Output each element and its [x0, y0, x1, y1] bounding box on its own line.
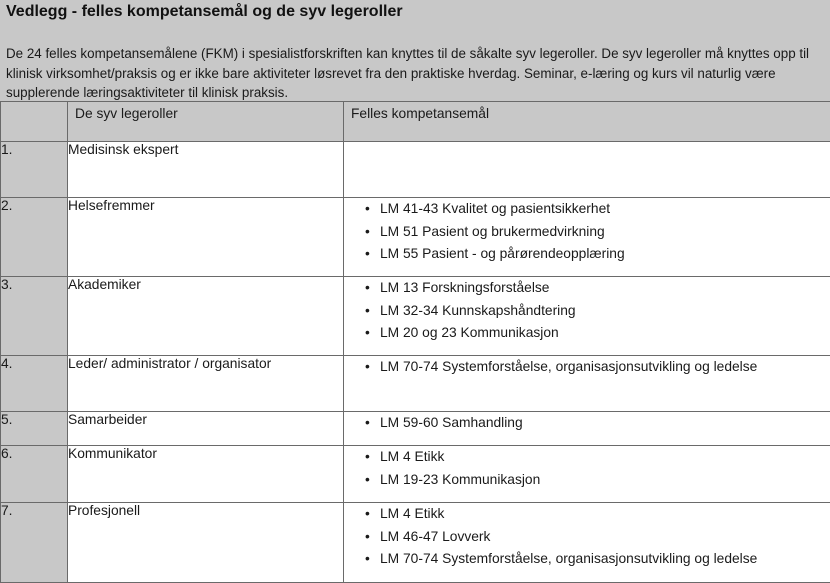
goal-item: • LM 59-60 Samhandling [380, 412, 830, 435]
header-number [1, 102, 68, 142]
goal-item: • LM 51 Pasient og brukermedvirkning [380, 221, 830, 244]
row-number: 6. [1, 446, 68, 503]
table-row [1, 446, 830, 503]
row-role: Akademiker [68, 277, 344, 356]
row-goals [344, 198, 830, 277]
row-goals [344, 142, 830, 198]
goal-item: • LM 4 Etikk [380, 446, 830, 469]
goal-list [344, 503, 830, 571]
row-number: 3. [1, 277, 68, 356]
row-goals [344, 277, 830, 356]
table-row [1, 142, 830, 198]
goal-item: • LM 32-34 Kunnskapshåndtering [380, 300, 830, 323]
row-goals [344, 446, 830, 503]
goal-list [344, 412, 830, 435]
goal-item: • LM 19-23 Kommunikasjon [380, 469, 830, 492]
row-number: 1. [1, 142, 68, 198]
goal-item: • LM 4 Etikk [380, 503, 830, 526]
roles-table [0, 101, 830, 583]
row-goals [344, 503, 830, 583]
goal-list [344, 446, 830, 491]
row-number: 4. [1, 356, 68, 412]
row-goals [344, 356, 830, 412]
table-row [1, 503, 830, 583]
page-title: Vedlegg - felles kompetansemål og de syv legeroller [6, 3, 403, 20]
goal-list [344, 198, 830, 266]
table-row [1, 412, 830, 446]
goal-list [344, 356, 830, 379]
goal-list [344, 277, 830, 345]
goal-item: • LM 55 Pasient - og pårørendeopplæring [380, 243, 830, 266]
goal-item: • LM 70-74 Systemforståelse, organisasjonsutvikling og ledelse [380, 548, 830, 571]
table-row [1, 356, 830, 412]
table-row [1, 277, 830, 356]
row-role: Samarbeider [68, 412, 344, 446]
intro-paragraph: De 24 felles kompetansemålene (FKM) i spesialistforskriften kan knyttes til de såkalte syv legeroller. De syv legeroller må knyttes opp til klinisk virksomhet/praksis og er ikke bare aktiviteter løsrevet fra den praktiske hverdag. Seminar, e-læring og kurs vil naturlig være supplerende læringsaktiviteter til klinisk praksis. [6, 46, 810, 100]
header-role: De syv legeroller [68, 102, 344, 142]
table-row [1, 198, 830, 277]
goal-item: • LM 46-47 Lovverk [380, 526, 830, 549]
row-role: Profesjonell [68, 503, 344, 583]
goal-item: • LM 70-74 Systemforståelse, organisasjonsutvikling og ledelse [380, 356, 830, 379]
row-number: 2. [1, 198, 68, 277]
row-number: 5. [1, 412, 68, 446]
goal-item: • LM 13 Forskningsforståelse [380, 277, 830, 300]
goal-item: • LM 20 og 23 Kommunikasjon [380, 322, 830, 345]
goal-item: • LM 41-43 Kvalitet og pasientsikkerhet [380, 198, 830, 221]
row-role: Kommunikator [68, 446, 344, 503]
row-role: Leder/ administrator / organisator [68, 356, 344, 412]
header-goals: Felles kompetansemål [344, 102, 830, 142]
row-number: 7. [1, 503, 68, 583]
row-role: Helsefremmer [68, 198, 344, 277]
row-role: Medisinsk ekspert [68, 142, 344, 198]
table-header-row [1, 102, 830, 142]
row-goals [344, 412, 830, 446]
